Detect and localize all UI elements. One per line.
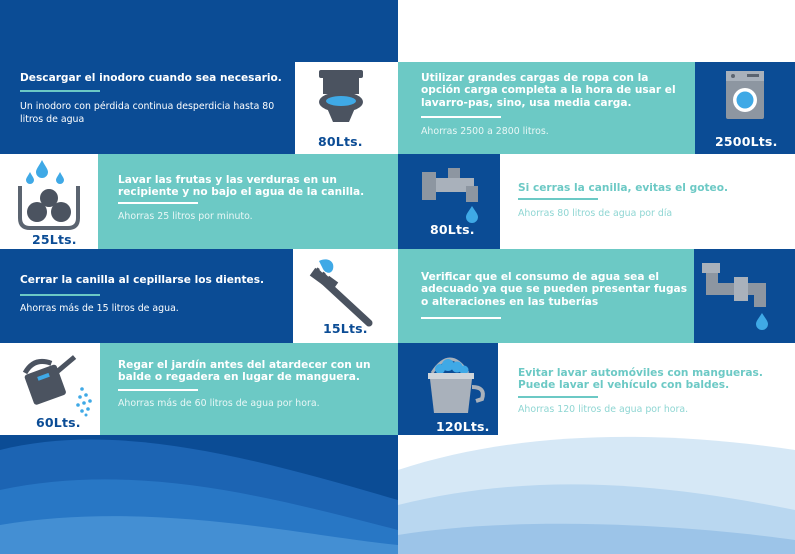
icon-card-pipes (694, 249, 795, 343)
pipe-leak-icon (700, 261, 774, 333)
faucet-icon (418, 166, 488, 224)
tip-card-fruit (98, 154, 398, 249)
tip-title: Evitar lavar automóviles con mangueras. Puede lavar el vehículo con baldes. (518, 367, 763, 392)
divider (20, 90, 100, 92)
tip-card-toilet (0, 62, 295, 154)
tip-title: Utilizar grandes cargas de ropa con la opción carga completa a la hora de usar el lavarro-pas, sino, usa media carga. (421, 72, 676, 109)
tip-title: Lavar las frutas y las verduras en un recipiente y no bajo el agua de la canilla. (118, 174, 365, 199)
tip-card-laundry (398, 62, 695, 154)
icon-card-bucket (398, 343, 498, 435)
tip-desc: Ahorras 25 litros por minuto. (118, 211, 253, 222)
icon-card-toothbrush (293, 249, 398, 343)
savings-amount: 25Lts. (32, 232, 77, 247)
tip-title: Verificar que el consumo de agua sea el adecuado ya que se pueden presentar fugas o alteraciones en las tuberías (421, 271, 688, 308)
watering-can-icon (20, 349, 94, 417)
tip-desc: Ahorras 2500 a 2800 litros. (421, 126, 549, 137)
tip-title: Si cerras la canilla, evitas el goteo. (518, 182, 729, 194)
divider (118, 389, 198, 391)
tip-title: Cerrar la canilla al cepillarse los dientes. (20, 274, 265, 286)
divider (518, 198, 598, 200)
toothbrush-icon (309, 257, 377, 327)
savings-amount: 80Lts. (430, 222, 475, 237)
toilet-icon (317, 68, 365, 124)
savings-amount: 15Lts. (323, 321, 368, 336)
wave-decoration (0, 430, 795, 554)
savings-amount: 2500Lts. (715, 134, 778, 149)
tip-card-toothbrush (0, 249, 293, 343)
tip-card-garden (100, 343, 398, 435)
tip-desc: Ahorras más de 60 litros de agua por hora. (118, 398, 320, 409)
bucket-icon (424, 351, 490, 417)
tip-card-pipes (398, 249, 694, 343)
divider (421, 317, 501, 319)
fruit-bowl-icon (18, 158, 80, 230)
tip-desc: Ahorras 80 litros de agua por día (518, 208, 673, 219)
icon-card-laundry (695, 62, 795, 154)
divider (421, 116, 501, 118)
tip-desc: Un inodoro con pérdida continua desperdicia hasta 80 litros de agua (20, 101, 275, 125)
icon-card-faucet (398, 154, 500, 249)
savings-amount: 120Lts. (436, 419, 490, 434)
tip-title: Regar el jardín antes del atardecer con un balde o regadera en lugar de manguera. (118, 359, 371, 384)
washing-machine-icon (725, 70, 765, 120)
savings-amount: 80Lts. (318, 134, 363, 149)
tip-title: Descargar el inodoro cuando sea necesario. (20, 72, 282, 84)
icon-card-fruit (0, 154, 98, 249)
tip-desc: Ahorras más de 15 litros de agua. (20, 303, 179, 314)
icon-card-toilet (295, 62, 398, 154)
divider (118, 202, 198, 204)
divider (518, 396, 598, 398)
tip-card-car (498, 343, 795, 435)
tip-desc: Ahorras 120 litros de agua por hora. (518, 404, 689, 415)
divider (20, 294, 100, 296)
savings-amount: 60Lts. (36, 415, 81, 430)
icon-card-watering (0, 343, 100, 435)
tip-card-faucet (500, 154, 795, 249)
